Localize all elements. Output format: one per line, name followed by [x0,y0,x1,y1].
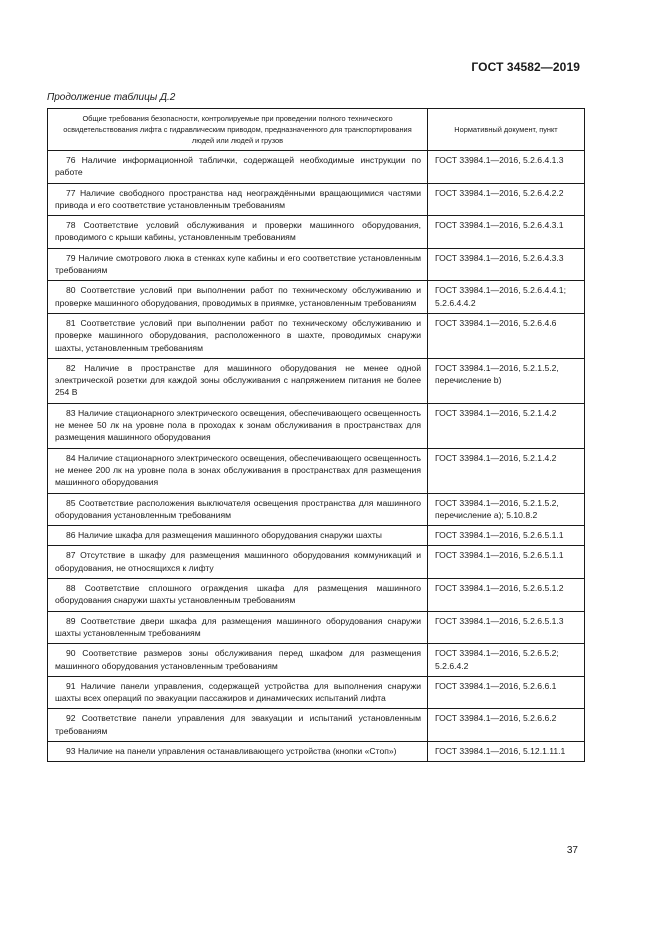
table-row [48,579,585,612]
document-id: ГОСТ 34582—2019 [471,60,580,74]
normative-reference-cell: ГОСТ 33984.1—2016, 5.2.1.5.2, перечисление а); 5.10.8.2 [428,493,585,526]
requirement-text: Наличие информационной таблички, содержащей необходимые инструкции по работе [55,155,421,178]
requirement-number: 83 [66,407,76,418]
table-row [48,216,585,249]
table-row [48,248,585,281]
requirement-cell [48,281,428,314]
table-row [48,709,585,742]
normative-reference-cell: ГОСТ 33984.1—2016, 5.2.6.4.3.3 [428,248,585,281]
normative-reference-cell: ГОСТ 33984.1—2016, 5.2.6.5.1.1 [428,546,585,579]
requirement-cell [48,709,428,742]
requirement-text: Соответствие условий при выполнении работ по техническому обслуживанию и проверке машинного оборудования, расположенного в шахте, проводимых снаружи шахты, установленным требованиям [55,317,421,353]
table-caption: Продолжение таблицы Д.2 [47,92,176,103]
requirement-number: 90 [66,648,76,659]
requirement-number: 79 [66,252,76,263]
requirement-cell [48,493,428,526]
requirement-number: 76 [66,155,76,165]
table-row [48,611,585,644]
normative-reference-cell: ГОСТ 33984.1—2016, 5.2.6.4.2.2 [428,183,585,216]
table-row [48,741,585,761]
requirement-text: Соответствие условий при выполнении работ по техническому обслуживанию и проверке машинного оборудования, проводимых в приямке, установленным требованиям [55,285,421,308]
table-row [48,281,585,314]
table-row [48,546,585,579]
requirement-number: 82 [66,362,76,373]
requirement-text: Наличие свободного пространства над неограждёнными вращающимися частями привода и его соответствие установленным требованиям [55,187,422,210]
normative-reference-cell: ГОСТ 33984.1—2016, 5.2.6.6.2 [428,709,585,742]
requirement-text: Соответствие сплошного ограждения шкафа для размещения машинного оборудования снаружи шахты установленным требованиям [55,583,421,606]
requirement-cell [48,313,428,358]
column-header-requirements: Общие требования безопасности, контролируемые при проведении полного технического освидетельствования лифта с гидравлическим приводом, предназначенного для транспортирования людей или людей и грузов [48,109,428,151]
requirements-table [47,108,585,762]
requirement-cell [48,526,428,546]
requirement-cell [48,448,428,493]
normative-reference-cell: ГОСТ 33984.1—2016, 5.2.6.4.6 [428,313,585,358]
requirement-cell [48,546,428,579]
table-body [48,151,585,762]
table-row [48,183,585,216]
requirement-text: Наличие на панели управления останавливающего устройства (кнопки «Стоп») [77,745,397,756]
requirement-cell [48,644,428,677]
requirement-text: Соответствие размеров зоны обслуживания перед шкафом для размещения машинного оборудования установленным требованиям [55,648,421,671]
requirement-text: Отсутствие в шкафу для размещения машинного оборудования коммуникаций и оборудования, не относящихся к лифту [55,550,421,573]
normative-reference-cell: ГОСТ 33984.1—2016, 5.2.1.4.2 [428,448,585,493]
requirement-text: Наличие стационарного электрического освещения, обеспечивающего освещенность не менее 200 лк на уровне пола в зонах обслуживания в пространствах для размещения машинного оборудования [55,452,422,488]
table-row [48,644,585,677]
requirement-number: 84 [66,452,76,463]
requirement-text: Соответствие двери шкафа для размещения машинного оборудования снаружи шахты установленным требованиям [55,615,421,638]
requirement-cell [48,676,428,709]
requirement-text: Соответствие расположения выключателя освещения пространства для машинного оборудования установленным требованиям [55,497,421,520]
requirement-text: Наличие шкафа для размещения машинного оборудования снаружи шахты [77,530,382,541]
requirement-number: 89 [66,615,76,626]
table-row [48,151,585,184]
requirement-number: 93 [66,745,76,756]
requirement-text: Наличие смотрового люка в стенках купе кабины и его соответствие установленным требованиям [55,252,421,276]
requirement-number: 77 [66,187,76,198]
normative-reference-cell: ГОСТ 33984.1—2016, 5.2.6.5.1.2 [428,579,585,612]
requirement-number: 81 [66,317,76,328]
normative-reference-cell: ГОСТ 33984.1—2016, 5.2.6.5.1.1 [428,526,585,546]
column-header-normative-document: Нормативный документ, пункт [428,109,585,151]
normative-reference-cell: ГОСТ 33984.1—2016, 5.12.1.11.1 [428,741,585,761]
requirement-number: 87 [66,550,76,561]
requirement-cell [48,403,428,448]
table-row [48,403,585,448]
requirement-text: Наличие стационарного электрического освещения, обеспечивающего освещенность не менее 50 лк на уровне пола в проходах к зонам обслуживания в пространствах для размещения машинного оборудования [55,407,422,443]
requirement-cell [48,579,428,612]
requirement-number: 88 [66,583,76,594]
normative-reference-cell: ГОСТ 33984.1—2016, 5.2.1.4.2 [428,403,585,448]
requirement-number: 85 [66,497,76,508]
normative-reference-cell: ГОСТ 33984.1—2016, 5.2.6.6.1 [428,676,585,709]
table-row [48,526,585,546]
normative-reference-cell: ГОСТ 33984.1—2016, 5.2.6.5.2; 5.2.6.4.2 [428,644,585,677]
normative-reference-cell: ГОСТ 33984.1—2016, 5.2.6.4.3.1 [428,216,585,249]
requirement-number: 91 [66,680,76,691]
requirement-text: Соответствие условий обслуживания и проверки машинного оборудования, проводимого с крыши кабины, установленным требованиям [55,220,421,243]
table-header-row [48,109,585,151]
requirement-cell [48,183,428,216]
requirement-text: Наличие в пространстве для машинного оборудования не менее одной электрической розетки для каждой зоны обслуживания с напряжением питания не более 254 В [55,362,421,398]
normative-reference-cell: ГОСТ 33984.1—2016, 5.2.6.4.1.3 [428,151,585,184]
requirement-number: 92 [66,713,76,724]
page-number: 37 [566,845,578,856]
requirement-text: Соответствие панели управления для эвакуации и испытаний установленным требованиям [55,713,422,736]
table-row [48,676,585,709]
requirement-number: 80 [66,285,76,296]
requirement-cell [48,611,428,644]
requirement-number: 78 [66,220,76,231]
table-row [48,493,585,526]
normative-reference-cell: ГОСТ 33984.1—2016, 5.2.6.5.1.3 [428,611,585,644]
requirement-number: 86 [66,530,76,541]
normative-reference-cell: ГОСТ 33984.1—2016, 5.2.1.5.2, перечисление b) [428,358,585,403]
requirement-cell [48,741,428,761]
requirement-cell [48,248,428,281]
requirement-cell [48,358,428,403]
table-row [48,448,585,493]
requirement-text: Наличие панели управления, содержащей устройства для выполнения снаружи шахты всех операций по эвакуации пассажиров и динамических испытаний лифта [55,680,421,704]
table-row [48,313,585,358]
requirement-cell [48,151,428,184]
table-row [48,358,585,403]
requirement-cell [48,216,428,249]
normative-reference-cell: ГОСТ 33984.1—2016, 5.2.6.4.4.1; 5.2.6.4.4.2 [428,281,585,314]
